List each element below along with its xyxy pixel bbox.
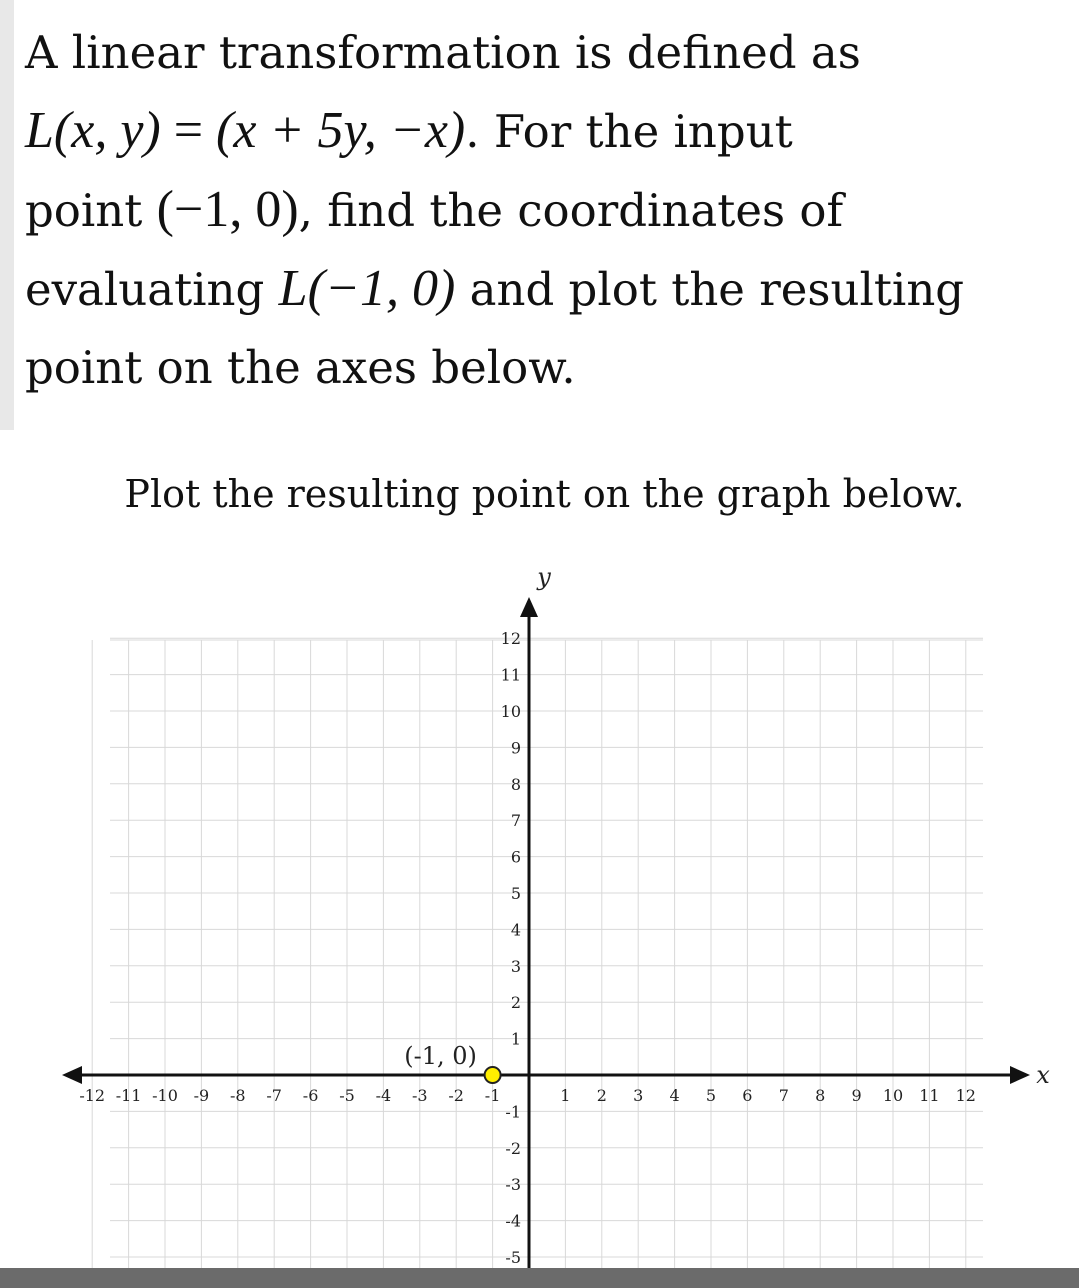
y-tick-label: -2 — [505, 1138, 521, 1158]
evaluation-expr: L(−1, 0) — [278, 260, 456, 317]
y-axis-arrow-up — [520, 597, 538, 617]
y-tick-label: 8 — [510, 774, 521, 794]
axes — [62, 563, 1050, 1268]
left-margin-rule — [0, 0, 14, 430]
x-tick-label: 1 — [560, 1086, 571, 1105]
x-tick-label: 5 — [705, 1086, 717, 1105]
y-tick-label: -5 — [505, 1248, 521, 1267]
y-tick-label: 5 — [510, 884, 521, 903]
x-tick-label: 8 — [815, 1086, 826, 1105]
y-tick-label: 4 — [510, 920, 521, 940]
points — [404, 1042, 500, 1083]
y-tick-label: 3 — [510, 956, 521, 976]
y-tick-label: 9 — [510, 738, 521, 758]
y-tick-label: 6 — [510, 847, 521, 867]
x-tick-label: 9 — [851, 1086, 862, 1105]
y-tick-label: -4 — [505, 1211, 521, 1231]
x-tick-label: -12 — [79, 1086, 106, 1105]
problem-ending: point on the axes below. — [25, 341, 576, 394]
y-tick-label: -3 — [505, 1175, 521, 1195]
x-axis-label: x — [1036, 1061, 1050, 1089]
after-formula: . For the input — [465, 105, 793, 158]
grid — [92, 638, 983, 1268]
y-tick-label: 10 — [500, 702, 521, 721]
bottom-bar — [0, 1268, 1079, 1288]
after-evaluation: and plot the resulting — [469, 263, 965, 316]
y-tick-label: 2 — [510, 993, 521, 1013]
plotted-point — [485, 1067, 501, 1083]
evaluation — [279, 260, 456, 317]
x-tick-label: -9 — [193, 1086, 210, 1105]
formula-lhs: L(x, y) — [25, 102, 161, 159]
x-tick-label: 11 — [919, 1086, 940, 1105]
x-tick-label: -3 — [412, 1086, 428, 1105]
y-tick-label: 7 — [510, 811, 521, 831]
point-label: (-1, 0) — [404, 1042, 477, 1070]
y-tick-label: -1 — [505, 1102, 521, 1122]
x-axis-arrow-left — [62, 1066, 82, 1084]
x-tick-label: 4 — [669, 1086, 680, 1105]
x-tick-label: -5 — [339, 1086, 355, 1105]
after-point: , find the coordinates of — [298, 184, 844, 237]
x-tick-label: 3 — [633, 1086, 644, 1105]
evaluating-prefix: evaluating — [25, 263, 265, 316]
x-tick-label: 7 — [778, 1086, 789, 1105]
problem-intro: A linear transformation is defined as — [25, 26, 861, 79]
y-axis-label: y — [537, 563, 551, 591]
x-axis-arrow-right — [1010, 1066, 1030, 1084]
x-tick-label: -6 — [302, 1086, 319, 1105]
problem-text — [25, 14, 1070, 407]
x-tick-label: -2 — [448, 1086, 464, 1105]
instruction: Plot the resulting point on the graph below. — [124, 472, 965, 516]
x-tick-label: 10 — [882, 1086, 904, 1105]
formula-rhs: (x + 5y, −x) — [216, 102, 466, 159]
formula-eq: = — [173, 102, 204, 159]
x-tick-label: -8 — [230, 1086, 246, 1105]
coordinate-graph[interactable] — [0, 555, 1079, 1268]
x-tick-label: -4 — [375, 1086, 392, 1105]
y-tick-label: 12 — [500, 629, 521, 649]
formula — [25, 102, 465, 159]
x-tick-label: 2 — [596, 1086, 607, 1105]
x-tick-label: -7 — [266, 1086, 282, 1105]
x-tick-label: 12 — [955, 1086, 976, 1105]
x-tick-label: 6 — [742, 1086, 753, 1105]
input-point: (−1, 0) — [156, 181, 299, 238]
x-tick-label: -11 — [115, 1086, 142, 1105]
y-tick-label: 11 — [500, 665, 521, 685]
x-tick-label: -10 — [152, 1086, 178, 1105]
y-tick-label: 1 — [510, 1029, 521, 1049]
point-prefix: point — [25, 184, 143, 237]
x-tick-label: -1 — [484, 1086, 501, 1105]
